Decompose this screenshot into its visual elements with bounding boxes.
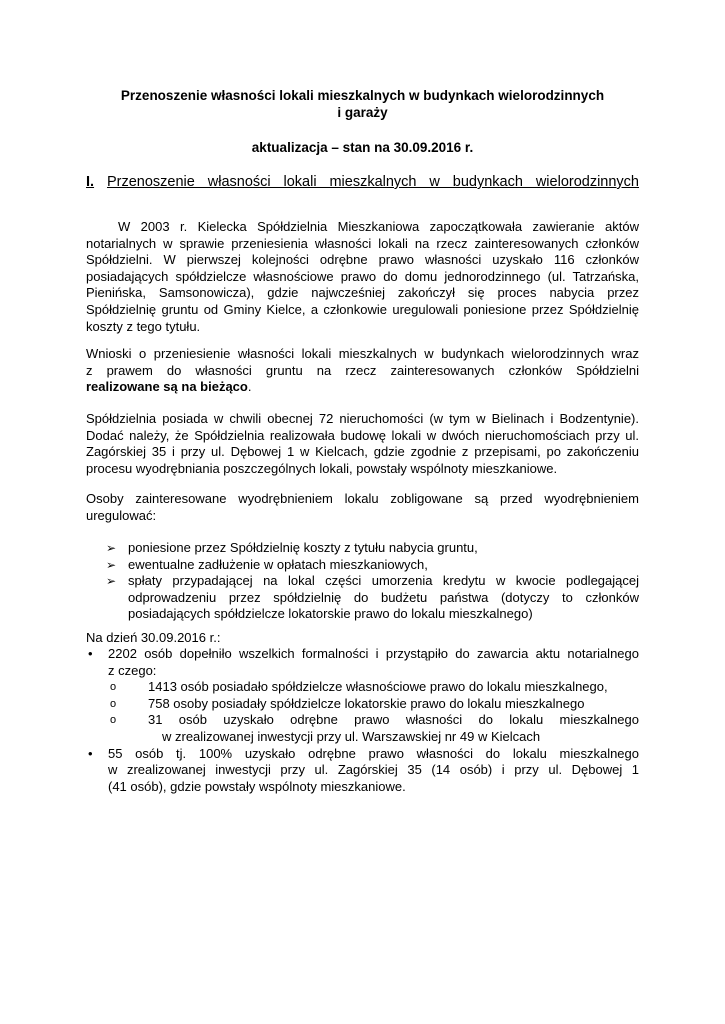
paragraph-line: posiadających spółdzielcze własnościowe prawo do domu jednorodzinnego (ul. Tatrzańska, xyxy=(86,268,639,284)
paragraph-line: uregulować: xyxy=(86,507,157,523)
title-line-2: i garaży xyxy=(337,105,388,120)
sub-list xyxy=(108,679,639,745)
list-item-text: poniesione przez Spółdzielnię koszty z tytułu nabycia gruntu, xyxy=(128,540,478,555)
section-number: I. xyxy=(86,174,95,190)
paragraph-properties xyxy=(86,411,639,477)
paragraph-line: Spółdzielnia posiada w chwili obecnej 72 nieruchomości (w tym w Bielinach i Bodzentynie). xyxy=(86,411,639,426)
paragraph-intro xyxy=(86,219,639,335)
list-item-text: w zrealizowanej inwestycji przy ul. Zagórskiej 35 (14 osób) i przy ul. Dębowej 1 xyxy=(108,762,639,778)
bullet-icon: • xyxy=(88,646,93,661)
list-item-text: spłaty przypadającej na lokal części umorzenia kredytu w kwocie podlegającej xyxy=(128,573,639,589)
list-item xyxy=(106,557,639,574)
paragraph-obligations-intro xyxy=(86,491,639,524)
sub-list-item-text: 1413 osób posiadało spółdzielcze własnościowe prawo do lokalu mieszkalnego, xyxy=(148,679,608,695)
sub-list-item xyxy=(108,696,639,713)
sub-list-item-text: 31 osób uzyskało odrębne prawo własności do lokalu mieszkalnego xyxy=(148,712,639,728)
paragraph-line: Spółdzielnię gruntu od Gminy Kielce, a członkowie uregulowali poniesione przez Spółdzielnię xyxy=(86,301,639,317)
list-item xyxy=(106,573,639,623)
paragraph-line: notarialnych w sprawie przeniesienia własności lokali na rzecz zainteresowanych członków xyxy=(86,235,639,251)
paragraph-line: Osoby zainteresowane wyodrębnieniem lokalu zobligowane są przed wyodrębnieniem xyxy=(86,491,639,506)
paragraph-line: koszty z tego tytułu. xyxy=(86,318,201,334)
sub-list-item-text: w zrealizowanej inwestycji przy ul. Warszawskiej nr 49 w Kielcach xyxy=(162,728,541,744)
list-item-text: (41 osób), gdzie powstały wspólnoty mieszkaniowe. xyxy=(108,778,406,794)
list-item-text: odprowadzeniu przez spółdzielnię do budżetu państwa (dotyczy to członków xyxy=(128,589,639,605)
paragraph-line: Zagórskiej 35 i przy ul. Dębowej 1 w Kielcach, gdzie zgodnie z przepisami, po zakończeniu xyxy=(86,444,639,460)
paragraph-line: Wnioski o przeniesienie własności lokali mieszkalnych w budynkach wielorodzinnych wraz xyxy=(86,346,639,361)
paragraph-line: Dodać należy, że Spółdzielnia realizowała budowę lokali w dwóch nieruchomościach przy ul. xyxy=(86,427,639,443)
paragraph-line xyxy=(86,379,639,396)
list-item-text: ewentualne zadłużenie w opłatach mieszkaniowych, xyxy=(128,556,428,572)
bold-phrase: realizowane są na bieżąco xyxy=(86,379,248,395)
title-line-1: Przenoszenie własności lokali mieszkalnych w budynkach wielorodzinnych xyxy=(120,88,605,103)
list-item-text: 55 osób tj. 100% uzyskało odrębne prawo własności do lokalu mieszkalnego xyxy=(108,745,639,761)
circle-bullet-icon: o xyxy=(110,714,117,727)
list-item xyxy=(106,540,639,557)
bullet-icon: • xyxy=(88,745,93,761)
arrow-bullet-icon: ➢ xyxy=(106,574,117,589)
sub-list-item xyxy=(108,712,639,745)
status-date: Na dzień 30.09.2016 r.: xyxy=(86,630,221,645)
document-title xyxy=(86,87,639,121)
paragraph-line: procesu wyodrębniania poszczególnych lokali, powstały wspólnoty mieszkaniowe. xyxy=(86,460,558,476)
paragraph-line: z prawem do własności gruntu na rzecz zainteresowanych członków Spółdzielni xyxy=(86,362,639,378)
arrow-bullet-icon: ➢ xyxy=(106,557,117,572)
paragraph-line: W 2003 r. Kielecka Spółdzielnia Mieszkaniowa zapoczątkowała zawieranie aktów xyxy=(118,219,639,234)
list-item-text: 2202 osób dopełniło wszelkich formalności i przystąpiło do zawarcia aktu notarialnego xyxy=(108,646,639,661)
circle-bullet-icon: o xyxy=(110,697,117,710)
list-item xyxy=(86,646,639,746)
section-title: Przenoszenie własności lokali mieszkalnych w budynkach wielorodzinnych xyxy=(106,174,640,190)
sub-list-item-text: 758 osoby posiadały spółdzielcze lokatorskie prawo do lokalu mieszkalnego xyxy=(148,695,585,711)
list-item-text: z czego: xyxy=(108,662,157,678)
paragraph-line: Spółdzielni. W pierwszej kolejności odrębne prawo własności uzyskało 116 członków xyxy=(86,252,639,268)
list-item xyxy=(86,746,639,796)
circle-bullet-icon: o xyxy=(110,681,117,694)
document-subtitle: aktualizacja – stan na 30.09.2016 r. xyxy=(251,140,474,155)
section-heading xyxy=(86,173,639,191)
arrow-bullet-icon: ➢ xyxy=(106,541,117,555)
list-item-text: posiadających spółdzielcze lokatorskie prawo do lokalu mieszkalnego) xyxy=(128,606,533,622)
statistics-list xyxy=(86,646,639,795)
sub-list-item xyxy=(108,679,639,696)
obligations-list xyxy=(106,540,639,623)
paragraph-line: Pienińska, Samsonowicza), gdzie najwcześniej zakończył się proces nabycia przez xyxy=(86,285,639,301)
period: . xyxy=(247,379,252,395)
paragraph-applications xyxy=(86,346,639,396)
